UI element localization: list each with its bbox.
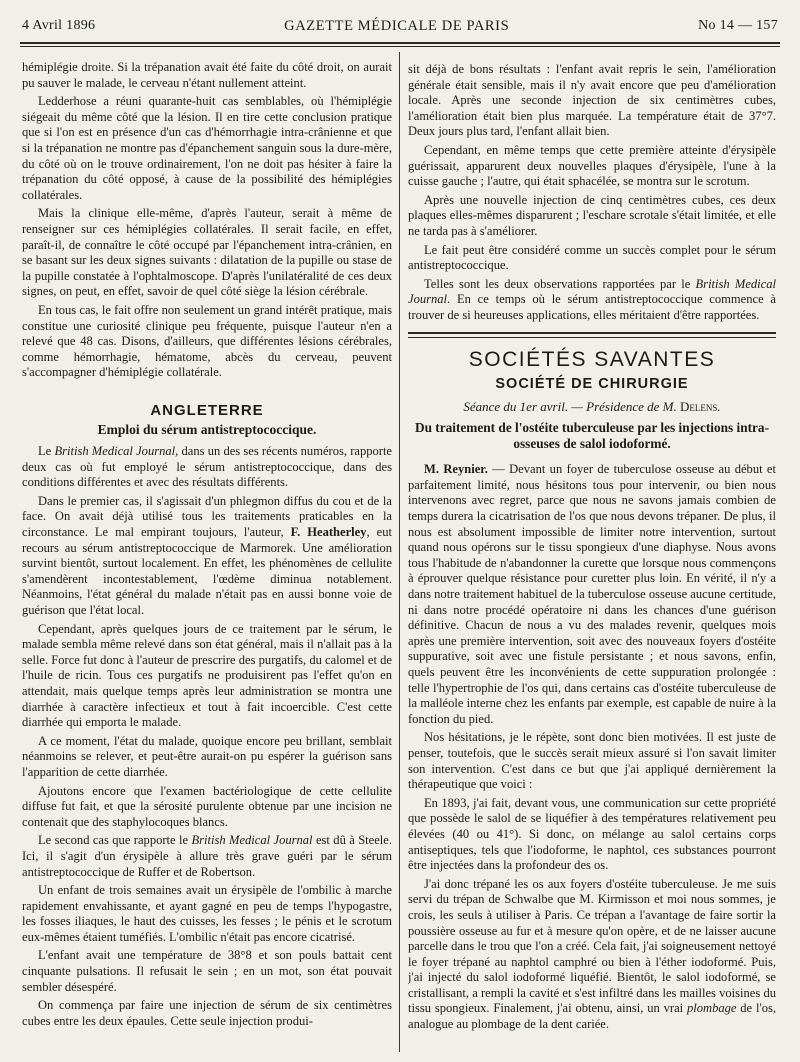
section-heading-societes-savantes: SOCIÉTÉS SAVANTES xyxy=(468,347,716,371)
paragraph: Mais la clinique elle-même, d'après l'auteur, serait à même de renseigner sur ces hémiplégies collatérales. Il serait facile, en effet, paraît-il, de connaître le côté occupé par l'épanchement intra-crânien, en se basant sur les deux signes suivants : dilatation de la pupille ou stase de la pupille constatée à l'ophtalmoscope. D'après l'unilatéralité de ces deux signes, on peut, en effet, savoir de quel côté siège la lésion cérébrale. xyxy=(22,206,392,299)
paragraph: On commença par faire une injection de sérum de six centimètres cubes entre les deux épaules. Cette seule injection produi- xyxy=(22,998,392,1028)
speaker-name: M. Reynier. xyxy=(424,462,488,477)
issue-page-number: No 14 — 157 xyxy=(698,18,778,33)
issue-date: 4 Avril 1896 xyxy=(22,18,96,33)
header-rule xyxy=(20,42,780,44)
page-header xyxy=(22,14,778,38)
column-divider xyxy=(399,52,400,1052)
journal-name: British Medical Journal xyxy=(408,276,776,307)
journal-title: GAZETTE MÉDICALE DE PARIS xyxy=(284,17,510,34)
right-column xyxy=(408,62,776,1052)
paragraph: M. Reynier. — Devant un foyer de tuberculose osseuse au début et parfaitement limité, nous hésitons tous pour intervenir, ou bien nous intervenons avec regret, parce que nous ne savons jamais combien de temps durera la cicatrisation de l'os que nous devons trépaner. De plus, il nous est absolument impossible de limiter notre intervention, surtout quand nous opérons sur le tissu spongieux d'une diaphyse. Nous avons tous l'habitude de n'abandonner la curette que lorsque nous commençons à éprouver quelque résistance pour curetter plus loin. En vérité, il n'y a dans notre traitement habituel de la tuberculose osseuse aucune certitude, ni dans notre procédé opératoire ni dans les chances d'une guérison définitive. Chacun de nous a vu des malades revenir, quelques mois après une première intervention, soit avec des nouveaux foyers d'ostéite suppurative, soit avec une fistule persistante ; et nous savons, enfin, quels peuvent être les inconvénients de cette suppuration prolongée : telle l'hypertrophie de l'os qui, dans certains cas d'ostéite tuberculeuse de la malléole interne chez les enfants par exemple, est capable de nuire à la fonction du pied. xyxy=(408,462,776,726)
journal-name: British Medical Journal xyxy=(191,833,313,848)
author-name: F. Heatherley xyxy=(290,525,367,540)
paragraph: J'ai donc trépané les os aux foyers d'ostéite tuberculeuse. Je me suis servi du trépan de Schwalbe que M. Kirmisson et moi nous sommes, je crois, les seuls à utiliser à Paris. Ce trépan a l'avantage de faire sortir la poussière osseuse au fur et à mesure qu'on opère, et de ne laisser aucune parcelle dans le trou que l'on a créé. Cela fait, j'ai soigneusement nettoyé le foyer trépané au naphtol camphré ou bien à l'éther iodoformé. Puis, j'ai injecté du salol iodoformé liquéfié. Bientôt, le salol iodoformé, se cristallisant, a rempli la cavité et s'est infiltré dans les mailles voisines du tissu spongieux. Finalement, j'ai obtenu, ainsi, un vrai plombage de l'os, analogue au plombage de la dent cariée. xyxy=(408,876,776,1032)
paragraph: Un enfant de trois semaines avait un érysipèle de l'ombilic à marche rapidement envahissante, et ayant gagné en peu de temps l'hypogastre, les fosses iliaques, le haut des cuisses, les fesses ; le pénis et le scrotum eux-mêmes étaient tuméfiés. L'ombilic n'était pas encore cicatrisé. xyxy=(22,883,392,944)
section-separator xyxy=(408,332,776,338)
left-column xyxy=(22,60,392,1050)
paragraph: Après une nouvelle injection de cinq centimètres cubes, ces deux plaques elles-mêmes disparurent ; l'eschare scrotale s'était limitée, et elle ne tarda pas à s'améliorer. xyxy=(408,192,776,238)
session-line: Séance du 1er avril. — Présidence de M. Delens. xyxy=(463,398,721,414)
emphasis-term: plombage xyxy=(686,1001,737,1016)
society-heading: SOCIÉTÉ DE CHIRURGIE xyxy=(495,376,689,393)
journal-name: British Medical Journal xyxy=(54,444,176,459)
paragraph: Ledderhose a réuni quarante-huit cas semblables, où l'hémiplégie siégeait du même côté que la lésion. Il en tire cette conclusion pratique que si l'on est en présence d'un cas d'hémorrhagie intra-crânienne et que si la trépanation ne montre pas d'épanchement sanguin sous la dure-mère, du côté où on le trouve ordinairement, l'on ne doit pas hésiter à faire la trépanation du côté opposé, à cause de la possibilité des hémiplégies collatérales. xyxy=(22,94,392,202)
article-title: Du traitement de l'ostéite tuberculeuse par les injections intra-osseuses de salol iodoformé. xyxy=(414,420,770,452)
paragraph: En 1893, j'ai fait, devant vous, une communication sur cette propriété que possède le salol de se liquéfier à des températures relativement peu élevées (40 ou 41°). Si donc, on mélange au salol certains corps antiseptiques, tels que l'iodoforme, le naphtol, ces substances pourront être injectées dans la profondeur des os. xyxy=(408,795,776,873)
paragraph: sit déjà de bons résultats : l'enfant avait repris le sein, l'amélioration générale était sensible, mais il n'y avait encore que peu d'amélioration locale. Après une seconde injection de six centimètres cubes, l'amélioration était bien plus marquée. La température était de 37°7. Deux jours plus tard, l'enfant allait bien. xyxy=(408,62,776,139)
paragraph: Nos hésitations, je le répète, sont donc bien motivées. Il est juste de penser, toutefois, que le succès serait mieux assuré si l'on savait limiter son intervention. C'est dans ce but que j'ai appliqué dernièrement la thérapeutique que voici : xyxy=(408,730,776,792)
paragraph: Le fait peut être considéré comme un succès complet pour le sérum antistreptococcique. xyxy=(408,242,776,273)
paragraph: Le second cas que rapporte le British Medical Journal est dû à Steele. Ici, il s'agit d'un érysipèle à allure très grave guéri par le sérum antistreptococcique de Ruffer et de Robertson. xyxy=(22,833,392,879)
paragraph: Cependant, après quelques jours de ce traitement par le sérum, le malade sembla même relevé dans son état général, mais il n'allait pas à la selle. Force fut donc à l'auteur de prescrire des purgatifs, du calomel et de l'huile de ricin. Tous ces purgatifs ne produisirent pas l'effet qu'on en attendait, mais quelque temps après leur administration se montra une diarrhée à caractère infectieux et tout à fait incoercible. C'est cette diarrhée qui emporta le malade. xyxy=(22,621,392,730)
header-rule-thin xyxy=(20,46,780,47)
section-heading-angleterre: ANGLETERRE xyxy=(150,401,264,419)
paragraph: hémiplégie droite. Si la trépanation avait été faite du côté droit, on aurait pu sauver le malade, le cerveau n'étant nullement atteint. xyxy=(22,60,392,90)
paragraph: Le British Medical Journal, dans un des ses récents numéros, rapporte deux cas où fut employé le sérum antistreptococcique, dans des conditions différentes et avec des résultats différents. xyxy=(22,444,392,490)
paragraph: Cependant, en même temps que cette première atteinte d'érysipèle guérissait, apparurent deux nouvelles plaques d'érysipèle, l'une à la cuisse gauche ; l'autre, qui était sphacélée, se montra sur le scrotum. xyxy=(408,142,776,189)
paragraph: A ce moment, l'état du malade, quoique encore peu brillant, semblait néanmoins se relever, et peut-être aurait-on pu espérer la guérison sans l'apparition de cette diarrhée. xyxy=(22,733,392,779)
article-subheading: Emploi du sérum antistreptococcique. xyxy=(97,422,317,438)
paragraph: Dans le premier cas, il s'agissait d'un phlegmon diffus du cou et de la face. On avait déjà utilisé tous les traitements praticables en la circonstance. Le mal empirant toujours, l'auteur, F. Heatherley, eut recours au sérum antistreptococcique de Marmorek. Une amélioration survint bientôt, surtout localement. En effet, les phénomènes de cellulite s'amendèrent incontestablement, l'œdème diminua notablement. Néanmoins, l'état général du malade n'était pas en aussi bonne voie de guérison que l'état local. xyxy=(22,493,392,617)
paragraph: Telles sont les deux observations rapportées par le British Medical Journal. En ce temps où le sérum antistreptococcique commence à trouver de si heureuses applications, elles méritaient d'être rapportées. xyxy=(408,276,776,322)
paragraph: Ajoutons encore que l'examen bactériologique de cette cellulite diffuse fut fait, et que la sérosité purulente obtenue par une incision ne contenait que des staphylocoques blancs. xyxy=(22,783,392,829)
paragraph: L'enfant avait une température de 38°8 et son pouls battait cent cinquante pulsations. Il refusait le sein ; en un mot, son état pouvait sembler désespéré. xyxy=(22,948,392,994)
paragraph: En tous cas, le fait offre non seulement un grand intérêt pratique, mais constitue une curiosité clinique peu fréquente, puisque l'auteur n'en a relevé que 48 cas. Disons, d'ailleurs, que différentes lésions cérébrales, comme hémorrhagie, hématome, abcès du cerveau, peuvent s'accompagner d'hémiplégie collatérale. xyxy=(22,302,392,380)
